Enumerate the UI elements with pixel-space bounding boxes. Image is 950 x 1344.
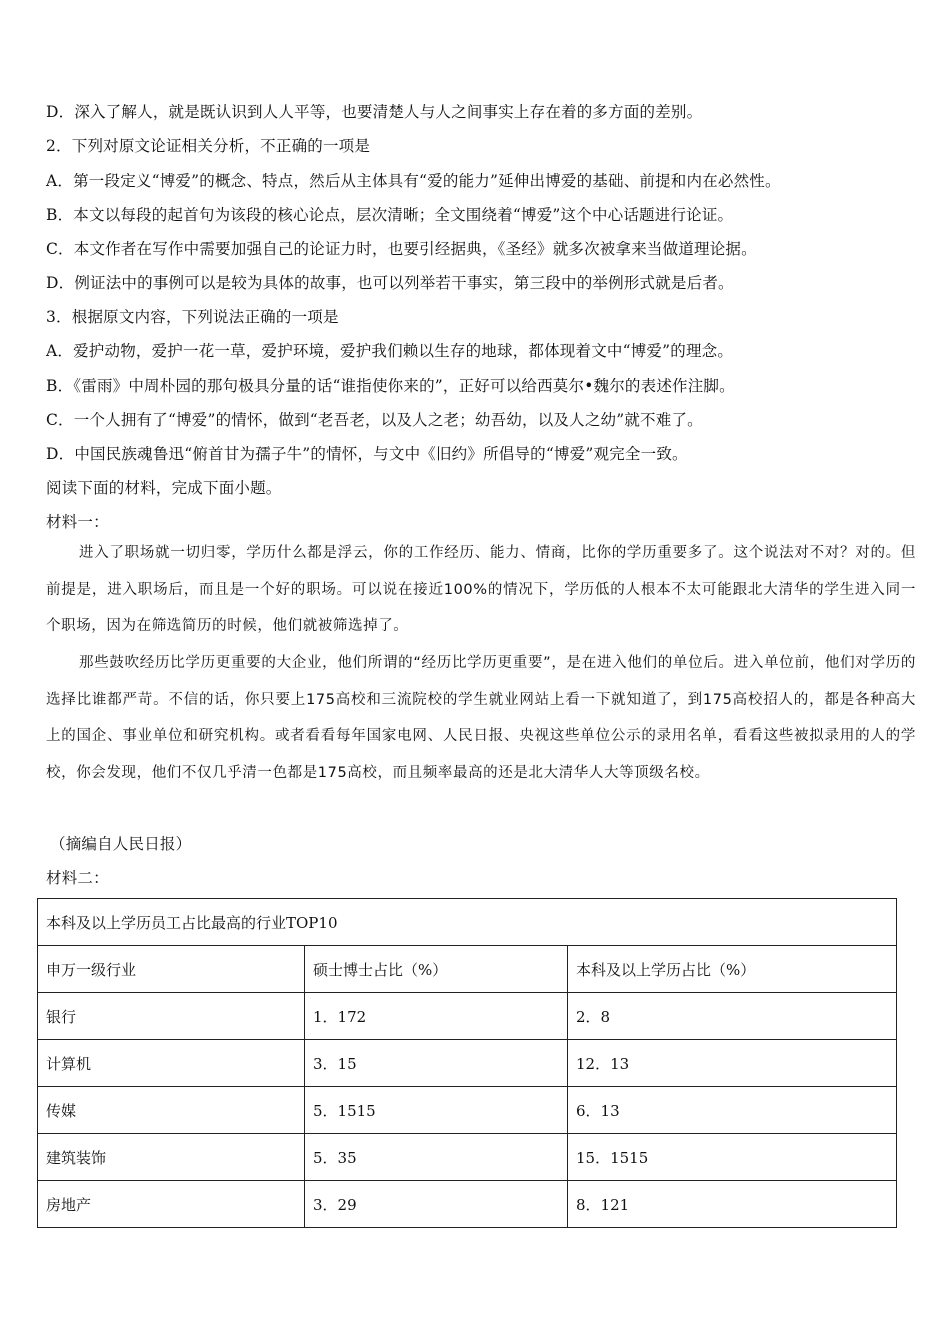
material-1-label: 材料一：	[46, 513, 109, 531]
cell-industry: 房地产	[38, 1181, 305, 1228]
question-2-option-b: B．本文以每段的起首句为该段的核心论点，层次清晰；全文围绕着“博爱”这个中心话题进行论证。	[46, 206, 734, 224]
table-caption-row	[38, 899, 897, 946]
option-d-question1: D．深入了解人，就是既认识到人人平等，也要清楚人与人之间事实上存在着的多方面的差别。	[46, 103, 703, 121]
cell-master-phd: 1．172	[305, 993, 568, 1040]
material-1-paragraph-2: 那些鼓吹经历比学历更重要的大企业，他们所谓的“经历比学历更重要”，是在进入他们的单位后。进入单位前，他们对学历的选择比谁都严苛。不信的话，你只要上175高校和三流院校的学生就业网站上看一下就知道了，到175高校招人的，都是各种高大上的国企、事业单位和研究机构。或者看看每年国家电网、人民日报、央视这些单位公示的录用名单，看看这些被拟录用的人的学校，你会发现，他们不仅几乎清一色都是175高校，而且频率最高的还是北大清华人大等顶级名校。	[46, 655, 916, 781]
cell-industry: 传媒	[38, 1087, 305, 1134]
cell-bachelor: 12．13	[568, 1040, 897, 1087]
industry-table	[37, 898, 897, 1228]
cell-industry: 建筑装饰	[38, 1134, 305, 1181]
reading-instruction: 阅读下面的材料，完成下面小题。	[46, 479, 282, 497]
question-3-option-a: A．爱护动物，爱护一花一草，爱护环境，爱护我们赖以生存的地球，都体现着文中“博爱”的理念。	[46, 342, 734, 360]
table-row	[38, 1087, 897, 1134]
question-3-option-b: B．《雷雨》中周朴园的那句极具分量的话“谁指使你来的”，正好可以给西莫尔•魏尔的表述作注脚。	[46, 377, 735, 395]
question-3-option-c: C．一个人拥有了“博爱”的情怀，做到“老吾老，以及人之老；幼吾幼，以及人之幼”就不难了。	[46, 411, 703, 429]
table-row	[38, 1134, 897, 1181]
table-caption: 本科及以上学历员工占比最高的行业TOP10	[38, 899, 897, 946]
table-row	[38, 1040, 897, 1087]
question-3-stem: 3．根据原文内容，下列说法正确的一项是	[46, 308, 339, 326]
cell-master-phd: 3．29	[305, 1181, 568, 1228]
cell-master-phd: 5．35	[305, 1134, 568, 1181]
source-note: （摘编自人民日报）	[50, 835, 192, 853]
material-2-label: 材料二：	[46, 869, 109, 887]
cell-industry: 银行	[38, 993, 305, 1040]
question-2-option-a: A．第一段定义“博爱”的概念、特点，然后从主体具有“爱的能力”延伸出博爱的基础、前提和内在必然性。	[46, 172, 781, 190]
cell-industry: 计算机	[38, 1040, 305, 1087]
cell-master-phd: 3．15	[305, 1040, 568, 1087]
table-row	[38, 1181, 897, 1228]
cell-bachelor: 2．8	[568, 993, 897, 1040]
header-bachelor-ratio: 本科及以上学历占比（%）	[568, 946, 897, 993]
cell-bachelor: 15．1515	[568, 1134, 897, 1181]
material-1-paragraph-1: 进入了职场就一切归零，学历什么都是浮云，你的工作经历、能力、情商，比你的学历重要多了。这个说法对不对？对的。但前提是，进入职场后，而且是一个好的职场。可以说在接近100%的情况下，学历低的人根本不太可能跟北大清华的学生进入同一个职场，因为在筛选简历的时候，他们就被筛选掉了。	[46, 545, 916, 634]
header-master-phd-ratio: 硕士博士占比（%）	[305, 946, 568, 993]
cell-master-phd: 5．1515	[305, 1087, 568, 1134]
cell-bachelor: 6．13	[568, 1087, 897, 1134]
question-3-option-d: D．中国民族魂鲁迅“俯首甘为孺子牛”的情怀，与文中《旧约》所倡导的“博爱”观完全一致。	[46, 445, 688, 463]
table-header-row	[38, 946, 897, 993]
question-2-stem: 2．下列对原文论证相关分析，不正确的一项是	[46, 137, 371, 155]
table-row	[38, 993, 897, 1040]
header-industry: 申万一级行业	[38, 946, 305, 993]
question-2-option-d: D．例证法中的事例可以是较为具体的故事，也可以列举若干事实，第三段中的举例形式就是后者。	[46, 274, 734, 292]
cell-bachelor: 8．121	[568, 1181, 897, 1228]
question-2-option-c: C．本文作者在写作中需要加强自己的论证力时，也要引经据典，《圣经》就多次被拿来当做道理论据。	[46, 240, 757, 258]
